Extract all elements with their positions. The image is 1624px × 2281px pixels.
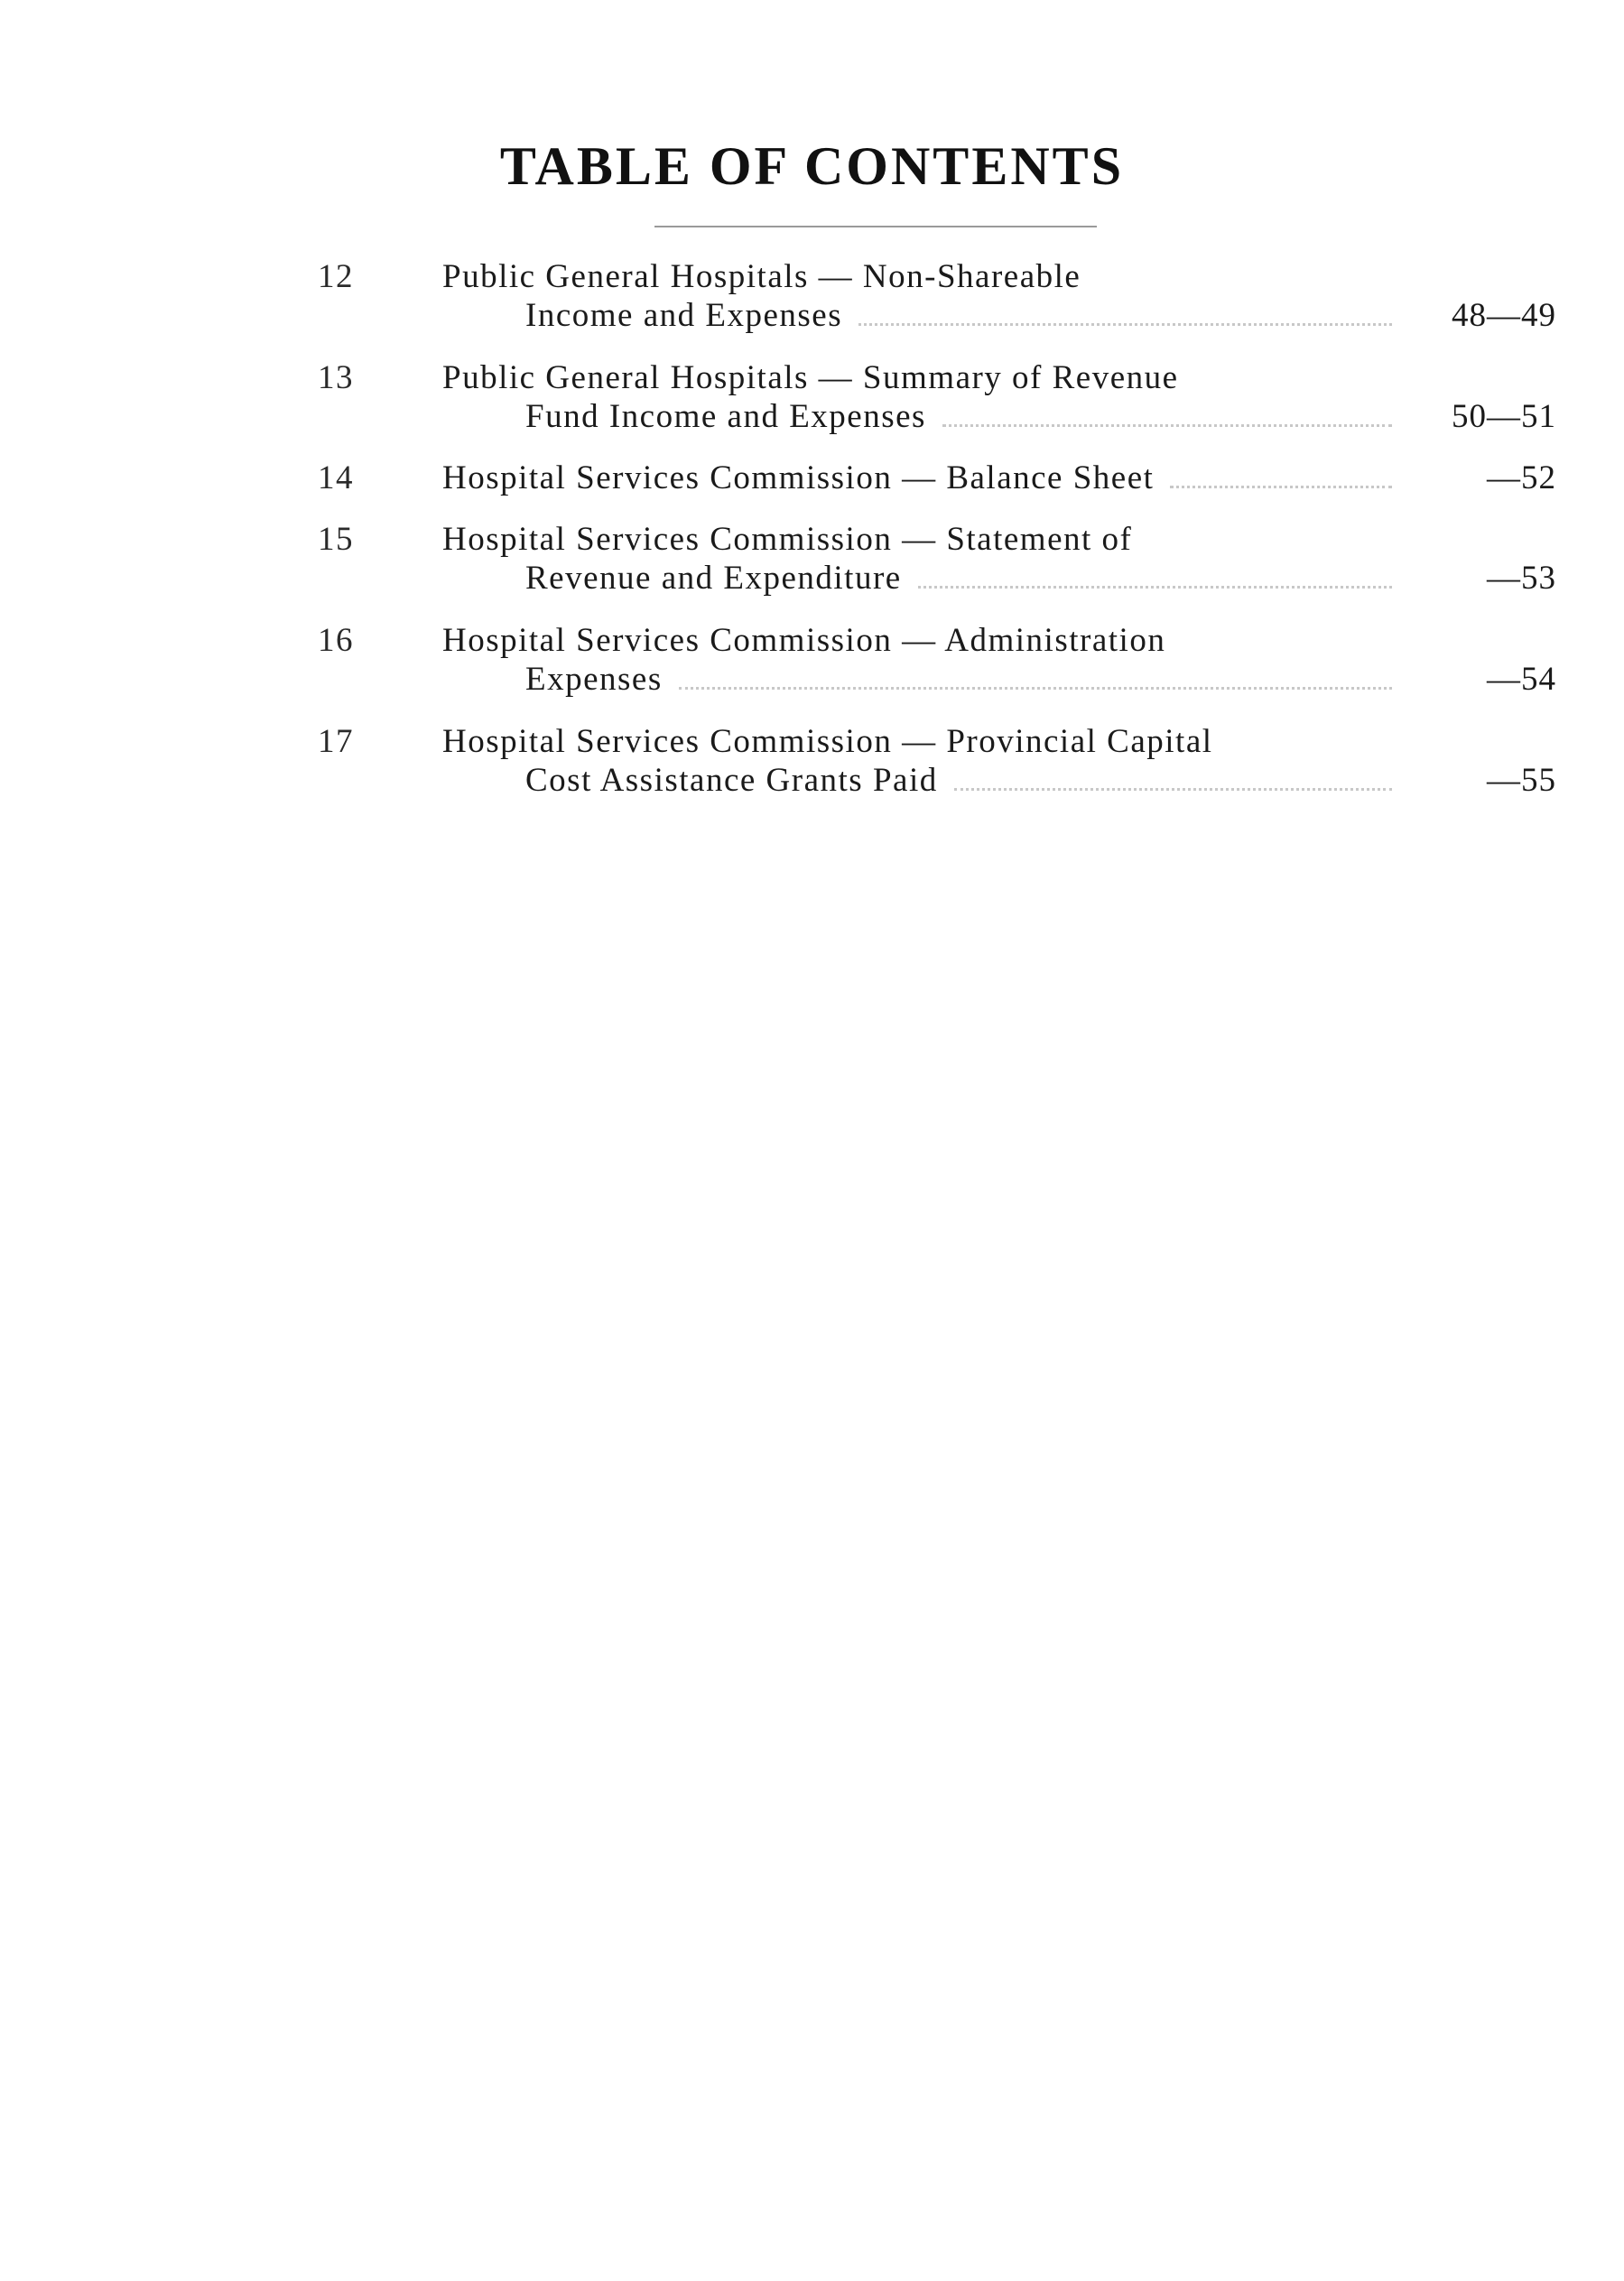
- leader-dots: [954, 788, 1392, 791]
- toc-entry-title-line2: Income and Expenses: [525, 297, 843, 334]
- toc-entry-17: [0, 722, 1624, 812]
- toc-entry-pages: —52: [1487, 459, 1556, 496]
- toc-entry-pages: 48—49: [1452, 297, 1556, 334]
- toc-entry-title-row: [442, 459, 1392, 497]
- leader-dots: [1170, 486, 1392, 488]
- toc-entry-13: [0, 358, 1624, 449]
- toc-entry-number: 13: [318, 359, 354, 396]
- toc-entry-title-line2: Expenses: [525, 661, 663, 698]
- toc-entry-title-line2: Revenue and Expenditure: [525, 560, 902, 597]
- toc-entry-title-line1: Hospital Services Commission — Statement of: [442, 521, 1133, 558]
- leader-dots: [942, 424, 1392, 427]
- toc-entry-title-line1: Hospital Services Commission — Balance Sheet: [442, 459, 1155, 496]
- toc-entry-title-line1: Public General Hospitals — Summary of Revenue: [442, 359, 1179, 396]
- page-title: TABLE OF CONTENTS: [499, 136, 1125, 196]
- toc-entry-title-line1: Hospital Services Commission — Provincial Capital: [442, 723, 1213, 760]
- toc-entry-pages: —53: [1487, 560, 1556, 597]
- toc-entry-title-line1: Public General Hospitals — Non-Shareable: [442, 258, 1081, 295]
- toc-entry-number: 17: [318, 723, 354, 760]
- toc-entry-number: 15: [318, 521, 354, 558]
- toc-entry-title-line2: Cost Assistance Grants Paid: [525, 762, 938, 799]
- toc-entry-number: 12: [318, 258, 354, 295]
- toc-entry-title-line2-row: [525, 296, 1392, 335]
- leader-dots: [858, 323, 1392, 326]
- toc-entry-title-line2: Fund Income and Expenses: [525, 398, 926, 435]
- toc-entry-title-line1: Hospital Services Commission — Administration: [442, 622, 1166, 659]
- leader-dots: [679, 687, 1392, 690]
- toc-entry-title-line2-row: [525, 660, 1392, 699]
- toc-entry-16: [0, 621, 1624, 711]
- toc-entry-number: 16: [318, 622, 354, 659]
- toc-entry-title-line2-row: [525, 559, 1392, 598]
- toc-entry-pages: —54: [1487, 661, 1556, 698]
- toc-entry-12: [0, 257, 1624, 348]
- title-underline: [654, 226, 1097, 227]
- toc-entry-title-line2-row: [525, 761, 1392, 800]
- leader-dots: [918, 586, 1392, 589]
- toc-entry-pages: —55: [1487, 762, 1556, 799]
- toc-entry-15: [0, 520, 1624, 610]
- toc-entry-pages: 50—51: [1452, 398, 1556, 435]
- toc-entry-title-line2-row: [525, 397, 1392, 436]
- toc-entry-number: 14: [318, 459, 354, 496]
